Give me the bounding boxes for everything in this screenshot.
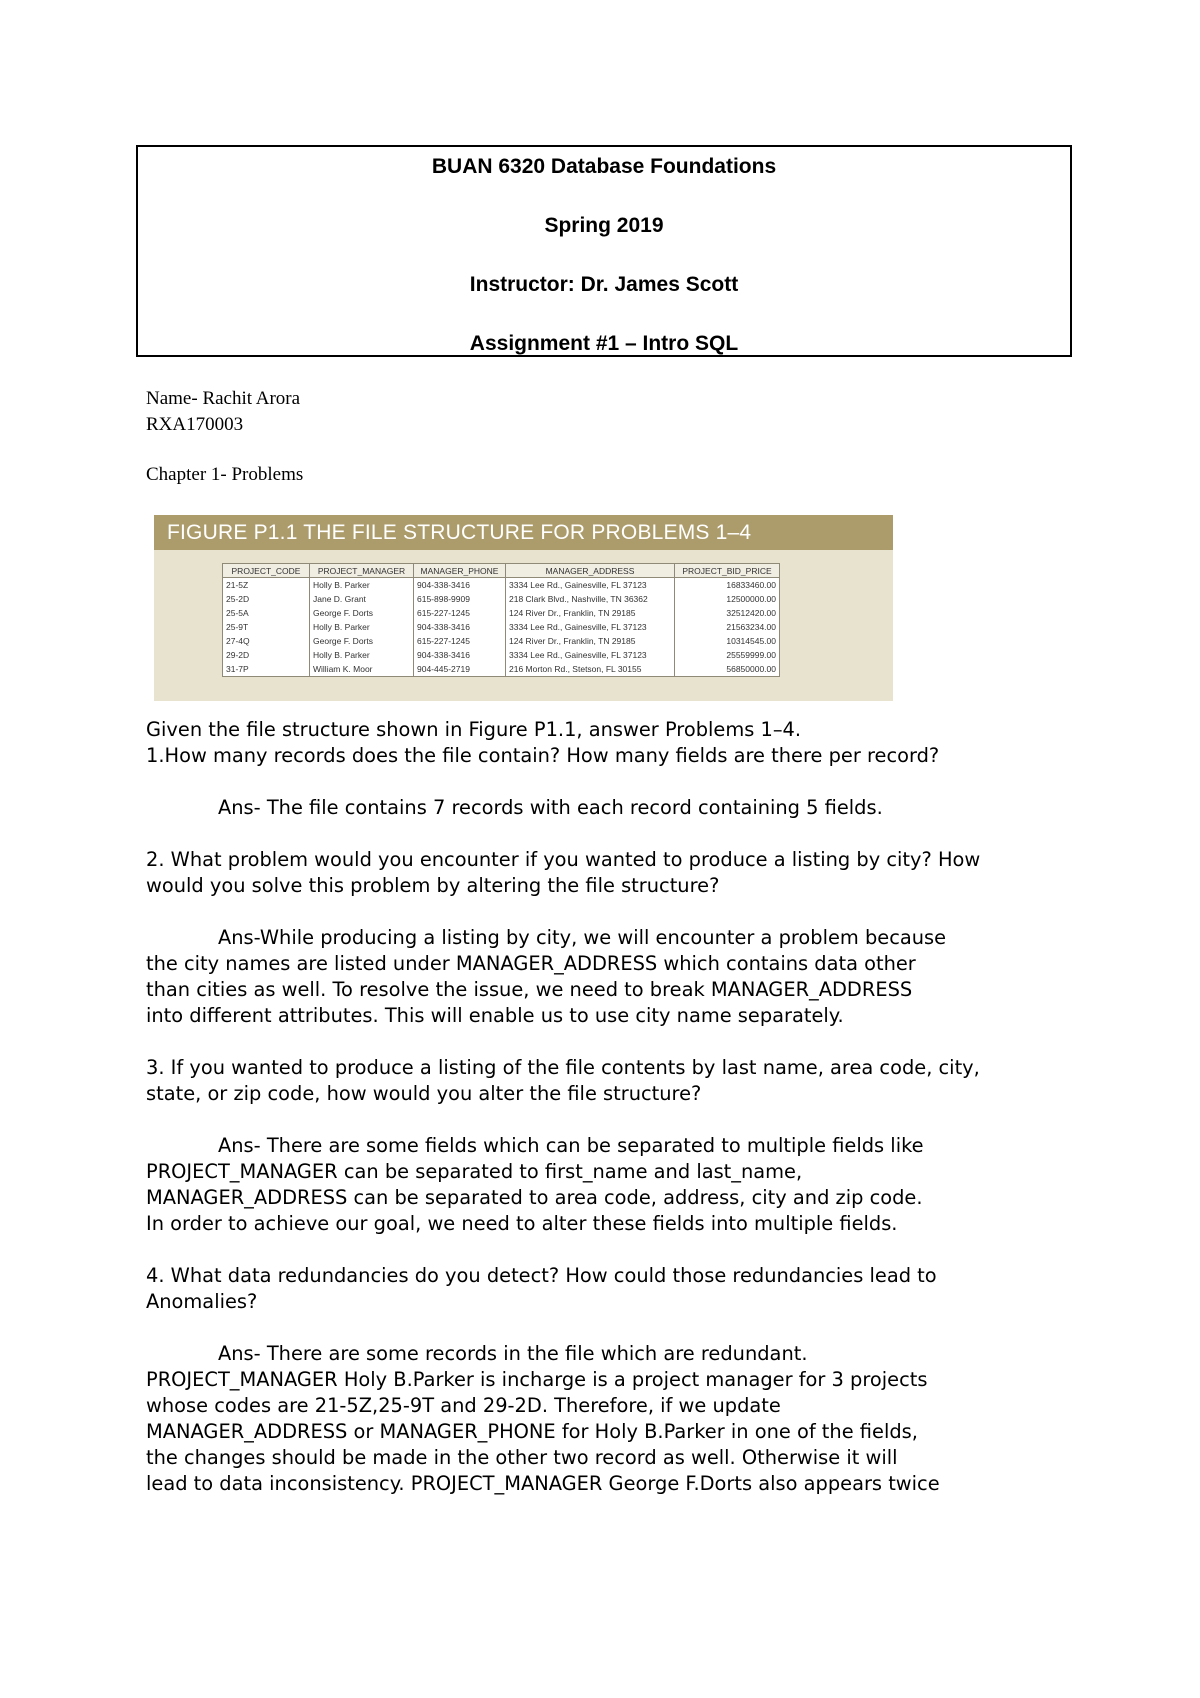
cell-manager-phone: 615-227-1245 xyxy=(414,606,506,620)
cell-project-code: 25-5A xyxy=(223,606,310,620)
cell-project-manager: Holly B. Parker xyxy=(310,578,414,593)
cell-manager-phone: 904-338-3416 xyxy=(414,648,506,662)
cell-project-code: 29-2D xyxy=(223,648,310,662)
figure-p1-1 xyxy=(154,515,893,701)
question-4-line: 4. What data redundancies do you detect? How could those redundancies lead to xyxy=(146,1264,937,1287)
cell-project-manager: William K. Moor xyxy=(310,662,414,677)
file-structure-table xyxy=(222,563,780,677)
instructor: Instructor: Dr. James Scott xyxy=(469,273,739,296)
answer-3-line: MANAGER_ADDRESS can be separated to area code, address, city and zip code. xyxy=(146,1186,923,1209)
answer-4-line: whose codes are 21-5Z,25-9T and 29-2D. Therefore, if we update xyxy=(146,1394,781,1417)
cell-bid-price: 25559999.00 xyxy=(675,648,780,662)
course-title: BUAN 6320 Database Foundations xyxy=(431,155,777,178)
cell-bid-price: 32512420.00 xyxy=(675,606,780,620)
cell-project-code: 21-5Z xyxy=(223,578,310,593)
student-id: RXA170003 xyxy=(146,414,244,435)
column-header: MANAGER_PHONE xyxy=(414,564,506,578)
cell-manager-phone: 615-898-9909 xyxy=(414,592,506,606)
cell-manager-phone: 904-338-3416 xyxy=(414,620,506,634)
answer-2-line: Ans-While producing a listing by city, we will encounter a problem because xyxy=(218,926,947,949)
question-4-line: Anomalies? xyxy=(146,1290,258,1313)
cell-bid-price: 12500000.00 xyxy=(675,592,780,606)
answer-3-line: Ans- There are some fields which can be separated to multiple fields like xyxy=(218,1134,924,1157)
cell-project-code: 25-2D xyxy=(223,592,310,606)
question-1: 1.How many records does the file contain? How many fields are there per record? xyxy=(146,744,940,767)
cell-bid-price: 10314545.00 xyxy=(675,634,780,648)
question-2-line: would you solve this problem by altering the file structure? xyxy=(146,874,720,897)
cell-project-manager: Holly B. Parker xyxy=(310,620,414,634)
answer-2-line: than cities as well. To resolve the issue, we need to break MANAGER_ADDRESS xyxy=(146,978,913,1001)
table-row xyxy=(223,634,780,648)
answer-4-line: MANAGER_ADDRESS or MANAGER_PHONE for Holy B.Parker in one of the fields, xyxy=(146,1420,918,1443)
student-name: Name- Rachit Arora xyxy=(146,388,301,409)
column-header: MANAGER_ADDRESS xyxy=(506,564,675,578)
cell-project-code: 27-4Q xyxy=(223,634,310,648)
column-header: PROJECT_CODE xyxy=(223,564,310,578)
problems-body xyxy=(146,717,1086,1497)
cell-bid-price: 16833460.00 xyxy=(675,578,780,593)
cell-project-manager: George F. Dorts xyxy=(310,634,414,648)
table-row xyxy=(223,578,780,593)
column-header: PROJECT_MANAGER xyxy=(310,564,414,578)
cell-bid-price: 56850000.00 xyxy=(675,662,780,677)
question-3-line: state, or zip code, how would you alter the file structure? xyxy=(146,1082,702,1105)
intro-text: Given the file structure shown in Figure P1.1, answer Problems 1–4. xyxy=(146,718,802,741)
cell-project-manager: George F. Dorts xyxy=(310,606,414,620)
figure-title: FIGURE P1.1 THE FILE STRUCTURE FOR PROBLEMS 1–4 xyxy=(154,515,893,550)
answer-3-line: In order to achieve our goal, we need to alter these fields into multiple fields. xyxy=(146,1212,898,1235)
cell-manager-address: 3334 Lee Rd., Gainesville, FL 37123 xyxy=(506,578,675,593)
cell-bid-price: 21563234.00 xyxy=(675,620,780,634)
title-box xyxy=(136,145,1072,357)
table-header-row xyxy=(223,564,780,578)
cell-project-code: 25-9T xyxy=(223,620,310,634)
answer-2-line: into different attributes. This will enable us to use city name separately. xyxy=(146,1004,844,1027)
cell-manager-phone: 904-445-2719 xyxy=(414,662,506,677)
cell-project-manager: Jane D. Grant xyxy=(310,592,414,606)
table-row xyxy=(223,606,780,620)
question-3-line: 3. If you wanted to produce a listing of the file contents by last name, area code, city, xyxy=(146,1056,980,1079)
table-row xyxy=(223,648,780,662)
term: Spring 2019 xyxy=(544,214,664,237)
answer-4-line: Ans- There are some records in the file which are redundant. xyxy=(218,1342,808,1365)
answer-2-line: the city names are listed under MANAGER_ADDRESS which contains data other xyxy=(146,952,916,975)
cell-project-code: 31-7P xyxy=(223,662,310,677)
cell-manager-address: 3334 Lee Rd., Gainesville, FL 37123 xyxy=(506,648,675,662)
cell-manager-address: 124 River Dr., Franklin, TN 29185 xyxy=(506,634,675,648)
answer-4-line: lead to data inconsistency. PROJECT_MANAGER George F.Dorts also appears twice xyxy=(146,1472,940,1495)
table-row xyxy=(223,662,780,677)
cell-manager-address: 218 Clark Blvd., Nashville, TN 36362 xyxy=(506,592,675,606)
cell-manager-address: 3334 Lee Rd., Gainesville, FL 37123 xyxy=(506,620,675,634)
answer-4-line: PROJECT_MANAGER Holy B.Parker is incharge is a project manager for 3 projects xyxy=(146,1368,928,1391)
question-2-line: 2. What problem would you encounter if you wanted to produce a listing by city? How xyxy=(146,848,981,871)
column-header: PROJECT_BID_PRICE xyxy=(675,564,780,578)
cell-manager-phone: 615-227-1245 xyxy=(414,634,506,648)
chapter-heading: Chapter 1- Problems xyxy=(146,464,304,485)
answer-4-line: the changes should be made in the other two record as well. Otherwise it will xyxy=(146,1446,898,1469)
answer-3-line: PROJECT_MANAGER can be separated to first_name and last_name, xyxy=(146,1160,803,1183)
answer-1: Ans- The file contains 7 records with each record containing 5 fields. xyxy=(218,796,883,819)
cell-project-manager: Holly B. Parker xyxy=(310,648,414,662)
cell-manager-address: 124 River Dr., Franklin, TN 29185 xyxy=(506,606,675,620)
cell-manager-address: 216 Morton Rd., Stetson, FL 30155 xyxy=(506,662,675,677)
table-row xyxy=(223,592,780,606)
cell-manager-phone: 904-338-3416 xyxy=(414,578,506,593)
assignment-title: Assignment #1 – Intro SQL xyxy=(469,332,739,355)
table-row xyxy=(223,620,780,634)
